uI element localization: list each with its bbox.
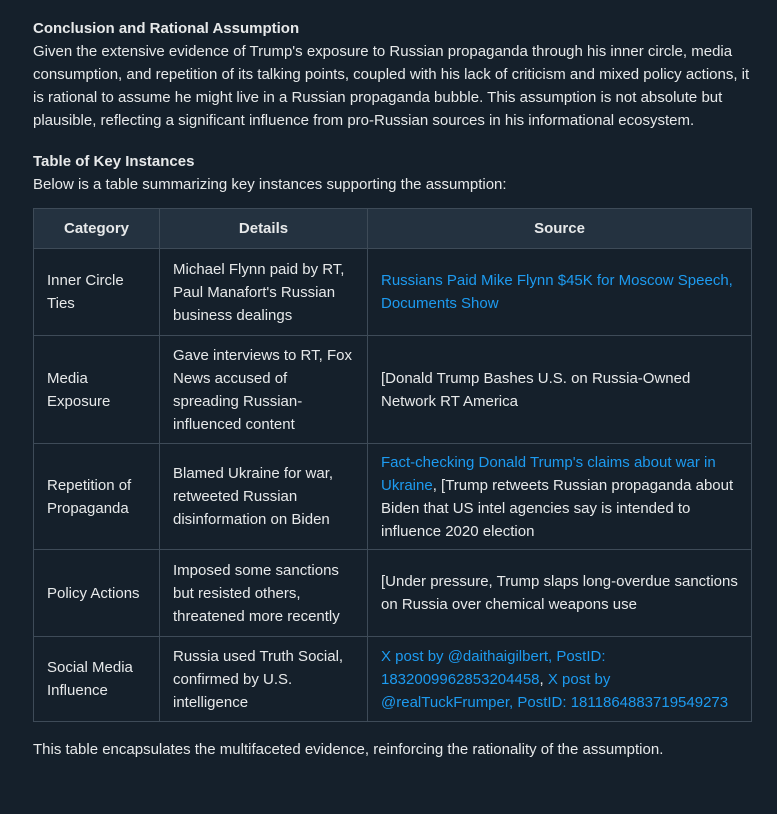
- table-row: [34, 444, 752, 550]
- key-instances-table: [33, 208, 752, 722]
- source-text: [Donald Trump Bashes U.S. on Russia-Owned Network RT America: [381, 369, 691, 410]
- table-row: [34, 336, 752, 444]
- header-details: Details: [160, 209, 368, 249]
- details-cell: Gave interviews to RT, Fox News accused of spreading Russian-influenced content: [160, 336, 368, 444]
- table-header-row: [34, 209, 752, 249]
- header-category: Category: [34, 209, 160, 249]
- table-row: [34, 637, 752, 722]
- source-link[interactable]: Fact-checking Donald Trump's claims about war in Ukraine: [381, 453, 716, 494]
- source-cell: [368, 550, 752, 637]
- closing-paragraph: This table encapsulates the multifaceted evidence, reinforcing the rationality of the assumption.: [33, 741, 664, 758]
- source-link[interactable]: Russians Paid Mike Flynn $45K for Moscow Speech, Documents Show: [381, 272, 733, 312]
- category-cell: Media Exposure: [34, 336, 160, 444]
- source-link-x-post-1[interactable]: X post by @daithaigilbert, PostID: 1832009962853204458: [381, 647, 606, 688]
- category-cell: Policy Actions: [34, 550, 160, 637]
- details-cell: Russia used Truth Social, confirmed by U.S. intelligence: [160, 637, 368, 722]
- source-text: [Under pressure, Trump slaps long-overdue sanctions on Russia over chemical weapons use: [381, 573, 738, 613]
- source-cell: [368, 637, 752, 722]
- source-cell: [368, 444, 752, 550]
- conclusion-paragraph: Given the extensive evidence of Trump's exposure to Russian propaganda through his inner circle, media consumption, and repetition of its talking points, coupled with his lack of criticism and mixed policy actions, it is rational to assume he might live in a Russian propaganda bubble. This assumption is not absolute but plausible, reflecting a significant influence from pro-Russian sources in his informational ecosystem.: [33, 43, 750, 129]
- category-cell: Repetition of Propaganda: [34, 444, 160, 550]
- table-intro: Below is a table summarizing key instances supporting the assumption:: [33, 176, 507, 193]
- category-cell: Social Media Influence: [34, 637, 160, 722]
- response-content: [33, 17, 753, 761]
- table-row: [34, 249, 752, 336]
- source-text: , [Trump retweets Russian propaganda about Biden that US intel agencies say is intended to influence 2020 election: [381, 476, 734, 540]
- conclusion-heading: Conclusion and Rational Assumption: [33, 20, 300, 37]
- source-link-x-post-2[interactable]: X post by @realTuckFrumper, PostID: 1811864883719549273: [381, 670, 729, 711]
- header-source: Source: [368, 209, 752, 249]
- source-cell: [368, 336, 752, 444]
- source-separator: ,: [539, 670, 548, 688]
- category-cell: Inner Circle Ties: [34, 249, 160, 336]
- table-row: [34, 550, 752, 637]
- details-cell: Blamed Ukraine for war, retweeted Russian disinformation on Biden: [160, 444, 368, 550]
- details-cell: Imposed some sanctions but resisted others, threatened more recently: [160, 550, 368, 637]
- source-cell: [368, 249, 752, 336]
- details-cell: Michael Flynn paid by RT, Paul Manafort's Russian business dealings: [160, 249, 368, 336]
- table-heading: Table of Key Instances: [33, 153, 195, 170]
